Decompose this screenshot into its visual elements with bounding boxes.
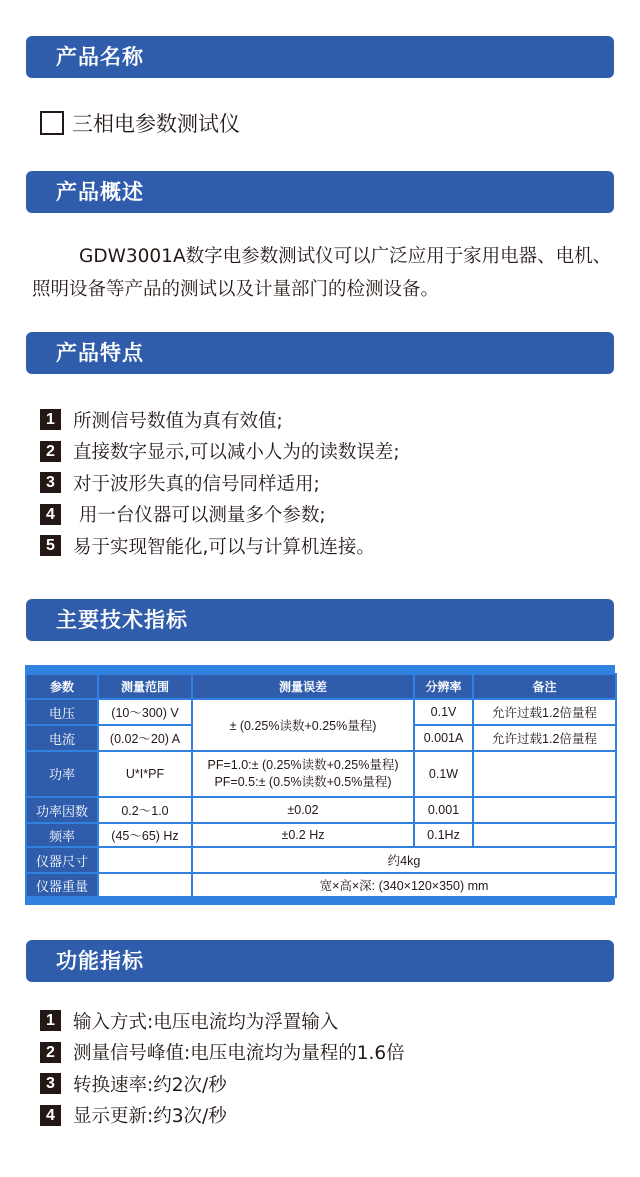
feature-item: [40, 404, 400, 436]
product-name-text: 三相电参数测试仪: [72, 112, 240, 136]
row-param: 仪器尺寸: [26, 847, 98, 873]
section-title: 产品名称: [56, 45, 144, 69]
cell-range: [98, 847, 192, 873]
row-param: 电压: [26, 699, 98, 725]
error-line-pf05: PF=0.5:± (0.5%读数+0.5%量程): [214, 775, 392, 789]
table-row-voltage: [26, 699, 616, 725]
function-item: [40, 1068, 405, 1100]
cell-resolution: 0.1V: [414, 699, 473, 725]
function-item: [40, 1005, 405, 1037]
section-header-product-name: [26, 36, 614, 78]
cell-note: 允许过载1.2倍量程: [473, 725, 616, 751]
cell-range: (0.02～20) A: [98, 725, 192, 751]
col-header-resolution: 分辨率: [414, 674, 473, 699]
table-row-size: [26, 847, 616, 873]
cell-resolution: 0.001A: [414, 725, 473, 751]
row-param: 功率因数: [26, 797, 98, 823]
col-header-error: 测量误差: [192, 674, 414, 699]
checkbox-square-icon: [40, 111, 64, 135]
row-param: 频率: [26, 823, 98, 847]
table-row-weight: [26, 873, 616, 897]
row-param: 仪器重量: [26, 873, 98, 897]
row-param: 功率: [26, 751, 98, 797]
number-badge: 1: [40, 1010, 61, 1031]
cell-range: (10～300) V: [98, 699, 192, 725]
section-title: 产品概述: [56, 180, 144, 204]
feature-item: [40, 499, 400, 531]
function-item: [40, 1100, 405, 1132]
cell-resolution: 0.1W: [414, 751, 473, 797]
section-header-specs: [26, 599, 614, 641]
function-item: [40, 1037, 405, 1069]
number-badge: 2: [40, 1042, 61, 1063]
feature-item: [40, 436, 400, 468]
number-badge: 5: [40, 535, 61, 556]
number-badge: 1: [40, 409, 61, 430]
cell-resolution: 0.001: [414, 797, 473, 823]
cell-value: 宽×高×深: (340×120×350) mm: [192, 873, 616, 897]
col-header-param: 参数: [26, 674, 98, 699]
functions-list: [40, 1005, 405, 1131]
function-text: 输入方式:电压电流均为浮置输入: [73, 1011, 339, 1033]
number-badge: 3: [40, 1073, 61, 1094]
product-name: [40, 110, 240, 136]
table-row-power: [26, 751, 616, 797]
table-header-row: [26, 674, 616, 699]
function-text: 测量信号峰值:电压电流均为量程的1.6倍: [73, 1043, 405, 1065]
number-badge: 4: [40, 504, 61, 525]
feature-text: 直接数字显示,可以减小人为的读数误差;: [73, 442, 400, 464]
section-title: 主要技术指标: [56, 608, 188, 632]
section-title: 功能指标: [56, 949, 144, 973]
feature-text: 易于实现智能化,可以与计算机连接。: [73, 536, 375, 558]
cell-error: ±0.02: [192, 797, 414, 823]
section-header-functions: [26, 940, 614, 982]
section-header-overview: [26, 171, 614, 213]
col-header-note: 备注: [473, 674, 616, 699]
cell-note: 允许过载1.2倍量程: [473, 699, 616, 725]
table-row-frequency: [26, 823, 616, 847]
cell-error: ± (0.25%读数+0.25%量程): [192, 699, 414, 751]
features-list: [40, 404, 400, 562]
number-badge: 2: [40, 441, 61, 462]
cell-note: [473, 751, 616, 797]
number-badge: 3: [40, 472, 61, 493]
cell-range: 0.2～1.0: [98, 797, 192, 823]
section-title: 产品特点: [56, 341, 144, 365]
overview-paragraph: GDW3001A数字电参数测试仪可以广泛应用于家用电器、电机、照明设备等产品的测试以及计量部门的检测设备。: [32, 246, 612, 300]
cell-note: [473, 823, 616, 847]
cell-note: [473, 797, 616, 823]
error-line-pf1: PF=1.0:± (0.25%读数+0.25%量程): [207, 758, 399, 772]
cell-error: [192, 751, 414, 797]
feature-text: 对于波形失真的信号同样适用;: [73, 473, 320, 495]
function-text: 显示更新:约3次/秒: [73, 1106, 227, 1128]
number-badge: 4: [40, 1105, 61, 1126]
cell-range: U*I*PF: [98, 751, 192, 797]
function-text: 转换速率:约2次/秒: [73, 1074, 227, 1096]
col-header-range: 测量范围: [98, 674, 192, 699]
section-header-features: [26, 332, 614, 374]
feature-item: [40, 530, 400, 562]
row-param: 电流: [26, 725, 98, 751]
cell-resolution: 0.1Hz: [414, 823, 473, 847]
cell-error: ±0.2 Hz: [192, 823, 414, 847]
cell-value: 约4kg: [192, 847, 616, 873]
spec-table: [25, 673, 617, 898]
feature-item: [40, 467, 400, 499]
cell-range: (45～65) Hz: [98, 823, 192, 847]
cell-range: [98, 873, 192, 897]
table-row-power-factor: [26, 797, 616, 823]
spec-table-container: [25, 665, 615, 905]
feature-text: 用一台仪器可以测量多个参数;: [73, 505, 326, 527]
feature-text: 所测信号数值为真有效值;: [73, 410, 283, 432]
